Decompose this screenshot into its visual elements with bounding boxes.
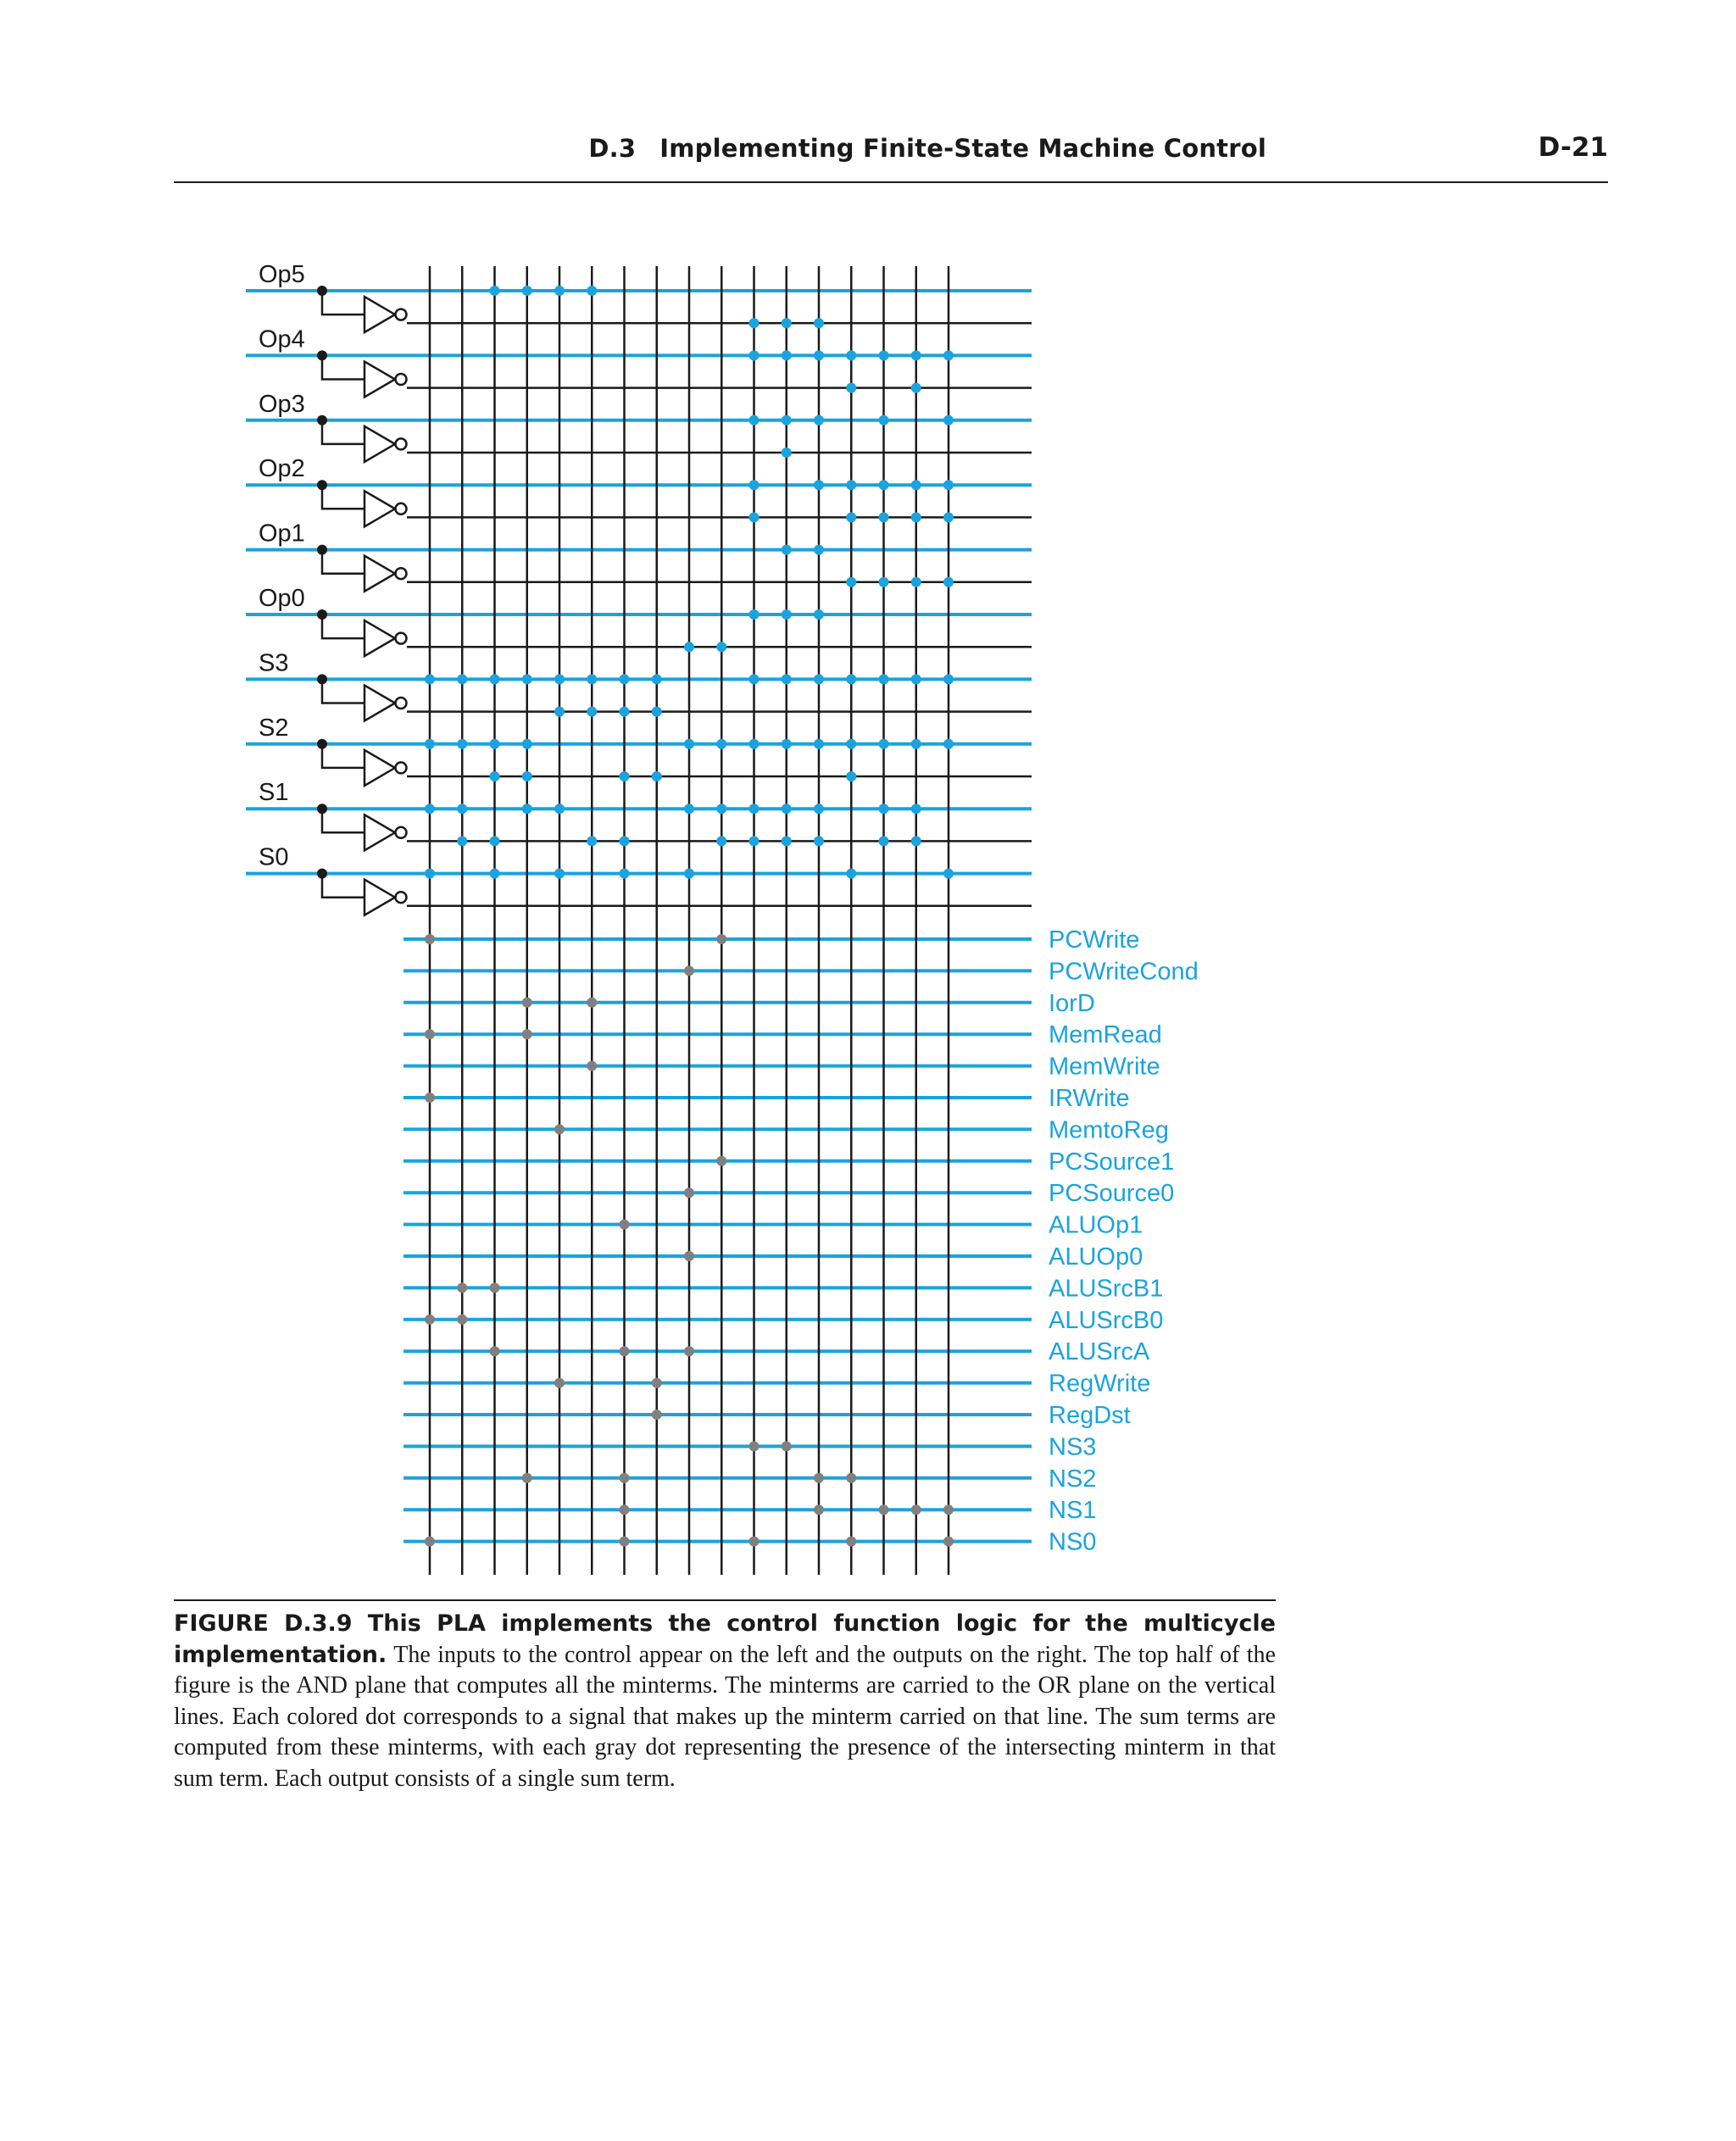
or-plane-dot bbox=[684, 965, 694, 976]
and-plane-dot bbox=[749, 512, 760, 522]
input-label-op5: Op5 bbox=[259, 261, 305, 288]
and-plane-dot bbox=[846, 771, 856, 781]
and-plane-dot bbox=[911, 739, 921, 749]
and-plane-dot bbox=[716, 642, 726, 652]
or-plane-dot bbox=[620, 1346, 630, 1356]
and-plane-dot bbox=[457, 836, 467, 846]
or-plane-dot bbox=[879, 1504, 889, 1515]
or-plane-dot bbox=[749, 1537, 760, 1547]
section-title: Implementing Finite-State Machine Control bbox=[659, 134, 1266, 163]
and-plane-dot bbox=[749, 480, 760, 490]
and-plane-dot bbox=[879, 739, 889, 749]
and-plane-dot bbox=[782, 318, 792, 328]
and-plane-dot bbox=[879, 674, 889, 684]
and-plane-dot bbox=[879, 836, 889, 846]
or-plane-dot bbox=[652, 1410, 662, 1420]
and-plane-dot bbox=[716, 836, 726, 846]
and-plane-dot bbox=[814, 415, 824, 425]
output-label-iord: IorD bbox=[1049, 989, 1095, 1017]
or-plane-dot bbox=[587, 998, 597, 1008]
or-plane-dot bbox=[943, 1504, 954, 1515]
and-plane-dot bbox=[911, 512, 921, 522]
or-plane-dot bbox=[457, 1282, 467, 1293]
and-plane-dot bbox=[490, 869, 500, 879]
inverter-bubble bbox=[396, 568, 407, 579]
and-plane-dot bbox=[684, 869, 694, 879]
and-plane-dot bbox=[814, 804, 824, 814]
and-plane-dot bbox=[554, 286, 565, 296]
inverter-wire bbox=[322, 550, 364, 574]
inverter-gate bbox=[364, 556, 395, 592]
and-plane-dot bbox=[749, 804, 760, 814]
and-plane-dot bbox=[782, 804, 792, 814]
or-plane-dot bbox=[490, 1346, 500, 1356]
output-label-regdst: RegDst bbox=[1049, 1402, 1131, 1429]
input-label-op1: Op1 bbox=[259, 520, 305, 548]
input-label-s0: S0 bbox=[259, 843, 289, 871]
and-plane-dot bbox=[522, 804, 532, 814]
and-plane-dot bbox=[457, 674, 467, 684]
page-number: D-21 bbox=[1538, 132, 1608, 163]
and-plane-dot bbox=[814, 545, 824, 555]
and-plane-dot bbox=[425, 804, 435, 814]
or-plane-dot bbox=[749, 1441, 760, 1451]
and-plane-dot bbox=[911, 804, 921, 814]
inverter-bubble bbox=[396, 503, 407, 514]
and-plane-dot bbox=[943, 480, 954, 490]
inverter-wire bbox=[322, 744, 364, 768]
input-label-op4: Op4 bbox=[259, 325, 305, 353]
and-plane-dot bbox=[749, 609, 760, 620]
or-plane-dot bbox=[846, 1473, 856, 1483]
and-plane-dot bbox=[522, 739, 532, 749]
or-plane-dot bbox=[684, 1346, 694, 1356]
and-plane-dot bbox=[879, 480, 889, 490]
inverter-bubble bbox=[396, 374, 407, 385]
output-label-pcsource1: PCSource1 bbox=[1049, 1148, 1175, 1176]
and-plane-dot bbox=[490, 674, 500, 684]
and-plane-dot bbox=[490, 836, 500, 846]
input-label-s3: S3 bbox=[259, 649, 289, 677]
output-label-pcsource0: PCSource0 bbox=[1049, 1180, 1175, 1208]
inverter-wire bbox=[322, 420, 364, 444]
inverter-gate bbox=[364, 815, 395, 850]
and-plane-dot bbox=[846, 512, 856, 522]
and-plane-dot bbox=[652, 771, 662, 781]
input-label-op3: Op3 bbox=[259, 390, 305, 418]
input-label-s2: S2 bbox=[259, 714, 289, 742]
and-plane-dot bbox=[943, 577, 954, 587]
inverter-gate bbox=[364, 750, 395, 786]
or-plane-dot bbox=[620, 1504, 630, 1515]
inverter-bubble bbox=[396, 438, 407, 449]
and-plane-dot bbox=[457, 739, 467, 749]
or-plane-dot bbox=[911, 1504, 921, 1515]
and-plane-dot bbox=[716, 739, 726, 749]
and-plane-dot bbox=[943, 739, 954, 749]
and-plane-dot bbox=[652, 674, 662, 684]
inverter-bubble bbox=[396, 309, 407, 320]
and-plane-dot bbox=[911, 577, 921, 587]
and-plane-dot bbox=[814, 318, 824, 328]
or-plane-dot bbox=[620, 1220, 630, 1230]
inverter-bubble bbox=[396, 698, 407, 709]
and-plane-dot bbox=[587, 286, 597, 296]
output-label-pcwritecond: PCWriteCond bbox=[1049, 958, 1199, 986]
or-plane-dot bbox=[814, 1504, 824, 1515]
output-label-memwrite: MemWrite bbox=[1049, 1053, 1160, 1081]
inverter-bubble bbox=[396, 827, 407, 838]
and-plane-dot bbox=[684, 739, 694, 749]
output-label-pcwrite: PCWrite bbox=[1049, 926, 1140, 954]
output-label-aluop0: ALUOp0 bbox=[1049, 1243, 1143, 1271]
inverter-wire bbox=[322, 291, 364, 314]
and-plane-dot bbox=[522, 771, 532, 781]
or-plane-dot bbox=[425, 1029, 435, 1039]
and-plane-dot bbox=[814, 609, 824, 620]
and-plane-dot bbox=[684, 642, 694, 652]
and-plane-dot bbox=[522, 286, 532, 296]
and-plane-dot bbox=[620, 674, 630, 684]
inverter-bubble bbox=[396, 762, 407, 773]
or-plane-dot bbox=[716, 934, 726, 944]
and-plane-dot bbox=[943, 674, 954, 684]
output-label-ns1: NS1 bbox=[1049, 1497, 1097, 1525]
output-label-alusrcb0: ALUSrcB0 bbox=[1049, 1306, 1164, 1334]
and-plane-dot bbox=[846, 350, 856, 360]
and-plane-dot bbox=[749, 350, 760, 360]
caption-text: The inputs to the control appear on the left and the outputs on the right. The top half of the figure is the AND plane that computes all the minterms. The minterms are carried to the OR plane on the vertical lines. Each colored dot corresponds to a signal that makes up the minterm carried on that line. The sum terms are computed from these minterms, with each gray dot representing the presence of the intersecting minterm in that sum term. Each output consists of a single sum term. bbox=[174, 1641, 1276, 1792]
and-plane-dot bbox=[490, 771, 500, 781]
inverter-wire bbox=[322, 679, 364, 703]
and-plane-dot bbox=[943, 415, 954, 425]
input-label-op0: Op0 bbox=[259, 585, 305, 612]
or-plane-dot bbox=[425, 1537, 435, 1547]
inverter-gate bbox=[364, 426, 395, 462]
or-plane-dot bbox=[554, 1378, 565, 1388]
inverter-gate bbox=[364, 362, 395, 398]
and-plane-dot bbox=[782, 545, 792, 555]
output-label-memtoreg: MemtoReg bbox=[1049, 1116, 1169, 1144]
and-plane-dot bbox=[943, 869, 954, 879]
and-plane-dot bbox=[911, 350, 921, 360]
and-plane-dot bbox=[911, 480, 921, 490]
or-plane-dot bbox=[652, 1378, 662, 1388]
and-plane-dot bbox=[587, 836, 597, 846]
and-plane-dot bbox=[749, 415, 760, 425]
and-plane-dot bbox=[652, 707, 662, 717]
output-label-ns3: NS3 bbox=[1049, 1433, 1097, 1461]
or-plane-dot bbox=[490, 1282, 500, 1293]
or-plane-dot bbox=[554, 1124, 565, 1134]
output-label-ns2: NS2 bbox=[1049, 1465, 1097, 1493]
and-plane-dot bbox=[943, 512, 954, 522]
caption-rule bbox=[174, 1599, 1276, 1601]
or-plane-dot bbox=[522, 1029, 532, 1039]
or-plane-dot bbox=[425, 1093, 435, 1103]
or-plane-dot bbox=[846, 1537, 856, 1547]
output-label-memread: MemRead bbox=[1049, 1021, 1162, 1049]
and-plane-dot bbox=[522, 674, 532, 684]
or-plane-dot bbox=[522, 998, 532, 1008]
and-plane-dot bbox=[879, 512, 889, 522]
and-plane-dot bbox=[457, 804, 467, 814]
input-label-s1: S1 bbox=[259, 779, 289, 807]
or-plane-dot bbox=[425, 934, 435, 944]
section-number: D.3 bbox=[588, 134, 637, 163]
and-plane-dot bbox=[620, 771, 630, 781]
and-plane-dot bbox=[782, 609, 792, 620]
and-plane-dot bbox=[554, 869, 565, 879]
or-plane-dot bbox=[620, 1537, 630, 1547]
and-plane-dot bbox=[814, 480, 824, 490]
inverter-gate bbox=[364, 686, 395, 721]
and-plane-dot bbox=[814, 674, 824, 684]
and-plane-dot bbox=[554, 804, 565, 814]
and-plane-dot bbox=[911, 836, 921, 846]
inverter-wire bbox=[322, 485, 364, 509]
output-label-irwrite: IRWrite bbox=[1049, 1085, 1130, 1112]
and-plane-dot bbox=[782, 448, 792, 458]
inverter-gate bbox=[364, 620, 395, 656]
inverter-gate bbox=[364, 297, 395, 332]
and-plane-dot bbox=[425, 739, 435, 749]
and-plane-dot bbox=[716, 804, 726, 814]
and-plane-dot bbox=[879, 804, 889, 814]
and-plane-dot bbox=[749, 739, 760, 749]
and-plane-dot bbox=[587, 674, 597, 684]
or-plane-dot bbox=[684, 1251, 694, 1261]
and-plane-dot bbox=[620, 869, 630, 879]
inverter-wire bbox=[322, 355, 364, 379]
inverter-wire bbox=[322, 614, 364, 638]
and-plane-dot bbox=[814, 350, 824, 360]
and-plane-dot bbox=[846, 480, 856, 490]
and-plane-dot bbox=[620, 836, 630, 846]
output-label-alusrca: ALUSrcA bbox=[1049, 1338, 1150, 1366]
and-plane-dot bbox=[782, 350, 792, 360]
and-plane-dot bbox=[490, 286, 500, 296]
and-plane-dot bbox=[554, 707, 565, 717]
output-label-ns0: NS0 bbox=[1049, 1528, 1097, 1556]
and-plane-dot bbox=[846, 383, 856, 393]
and-plane-dot bbox=[846, 869, 856, 879]
and-plane-dot bbox=[879, 350, 889, 360]
and-plane-dot bbox=[620, 707, 630, 717]
and-plane-dot bbox=[911, 674, 921, 684]
inverter-wire bbox=[322, 874, 364, 898]
and-plane-dot bbox=[684, 804, 694, 814]
or-plane-dot bbox=[814, 1473, 824, 1483]
and-plane-dot bbox=[846, 577, 856, 587]
and-plane-dot bbox=[879, 577, 889, 587]
output-label-regwrite: RegWrite bbox=[1049, 1370, 1151, 1398]
output-label-aluop1: ALUOp1 bbox=[1049, 1211, 1143, 1239]
and-plane-dot bbox=[814, 739, 824, 749]
and-plane-dot bbox=[782, 674, 792, 684]
inverter-gate bbox=[364, 491, 395, 526]
and-plane-dot bbox=[749, 318, 760, 328]
or-plane-dot bbox=[425, 1315, 435, 1325]
and-plane-dot bbox=[425, 869, 435, 879]
and-plane-dot bbox=[490, 739, 500, 749]
and-plane-dot bbox=[846, 674, 856, 684]
and-plane-dot bbox=[846, 739, 856, 749]
inverter-wire bbox=[322, 809, 364, 832]
and-plane-dot bbox=[782, 739, 792, 749]
or-plane-dot bbox=[620, 1473, 630, 1483]
and-plane-dot bbox=[587, 707, 597, 717]
or-plane-dot bbox=[782, 1441, 792, 1451]
and-plane-dot bbox=[879, 415, 889, 425]
and-plane-dot bbox=[749, 674, 760, 684]
or-plane-dot bbox=[587, 1061, 597, 1071]
inverter-bubble bbox=[396, 633, 407, 644]
or-plane-dot bbox=[716, 1156, 726, 1166]
and-plane-dot bbox=[782, 836, 792, 846]
and-plane-dot bbox=[943, 350, 954, 360]
or-plane-dot bbox=[522, 1473, 532, 1483]
and-plane-dot bbox=[814, 836, 824, 846]
and-plane-dot bbox=[749, 836, 760, 846]
input-label-op2: Op2 bbox=[259, 455, 305, 483]
and-plane-dot bbox=[911, 383, 921, 393]
figure-caption bbox=[174, 1609, 1276, 1794]
caption-label: FIGURE D.3.9 This PLA implements the control function logic for the multicycle implementation. bbox=[174, 1610, 1276, 1668]
or-plane-dot bbox=[943, 1537, 954, 1547]
and-plane-dot bbox=[782, 415, 792, 425]
inverter-gate bbox=[364, 880, 395, 915]
or-plane-dot bbox=[684, 1187, 694, 1198]
and-plane-dot bbox=[425, 674, 435, 684]
or-plane-dot bbox=[457, 1315, 467, 1325]
inverter-bubble bbox=[396, 892, 407, 903]
output-label-alusrcb1: ALUSrcB1 bbox=[1049, 1275, 1164, 1303]
and-plane-dot bbox=[554, 674, 565, 684]
